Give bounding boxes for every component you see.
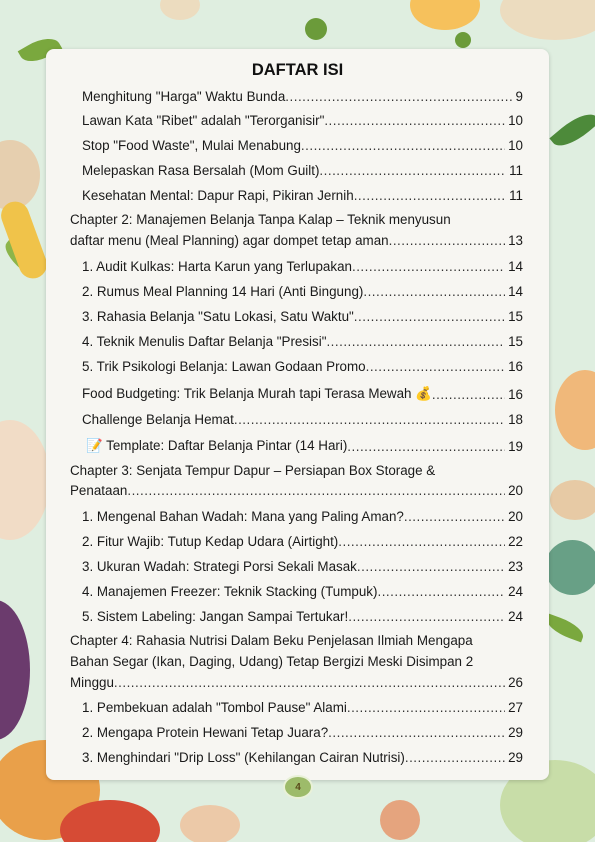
- toc-chapter-entry[interactable]: [70, 233, 523, 248]
- toc-leader-dots: [352, 259, 505, 274]
- toc-entry-text: 5. Trik Psikologi Belanja: Lawan Godaan Promo: [82, 359, 366, 374]
- toc-entry[interactable]: [82, 386, 523, 402]
- chapter-heading: Chapter 3: Senjata Tempur Dapur – Persiapan Box Storage &: [70, 463, 436, 478]
- toc-entry-page: 20: [508, 509, 523, 524]
- toc-entry-page: 20: [508, 483, 523, 498]
- toc-leader-dots: [285, 89, 512, 104]
- toc-entry-text: Lawan Kata "Ribet" adalah "Terorganisir": [82, 113, 325, 128]
- toc-entry-page: 10: [508, 138, 523, 153]
- toc-leader-dots: [354, 309, 505, 324]
- page-number-badge: 4: [283, 775, 313, 799]
- toc-entry-text: 2. Mengapa Protein Hewani Tetap Juara?: [82, 725, 329, 740]
- toc-entry[interactable]: [82, 584, 523, 599]
- toc-entry-text: 2. Fitur Wajib: Tutup Kedap Udara (Airtight): [82, 534, 339, 549]
- toc-leader-dots: [363, 284, 505, 299]
- toc-entry-text: Challenge Belanja Hemat: [82, 412, 234, 427]
- toc-entry-text: 1. Pembekuan adalah "Tombol Pause" Alami: [82, 700, 347, 715]
- toc-entry-text: 5. Sistem Labeling: Jangan Sampai Tertukar!: [82, 609, 349, 624]
- toc-chapter-entry[interactable]: [70, 483, 523, 498]
- toc-entry-text: 📝 Template: Daftar Belanja Pintar (14 Hari): [86, 438, 348, 453]
- toc-entry-text: 1. Mengenal Bahan Wadah: Mana yang Paling Aman?: [82, 509, 404, 524]
- toc-entry[interactable]: [82, 188, 523, 203]
- toc-leader-dots: [405, 750, 505, 765]
- toc-leader-dots: [354, 188, 506, 203]
- toc-entry-page: 11: [509, 188, 523, 203]
- toc-leader-dots: [347, 700, 505, 715]
- toc-entry-page: 13: [508, 233, 523, 248]
- toc-entry-page: 11: [509, 163, 523, 178]
- toc-entry[interactable]: [82, 509, 523, 524]
- toc-leader-dots: [328, 725, 505, 740]
- toc-leader-dots: [234, 412, 505, 427]
- toc-entry-text: 1. Audit Kulkas: Harta Karun yang Terlupakan: [82, 259, 352, 274]
- toc-entry-page: 15: [508, 309, 523, 324]
- toc-leader-dots: [326, 334, 505, 349]
- toc-leader-dots: [357, 559, 505, 574]
- toc-entry[interactable]: [82, 309, 523, 324]
- toc-entry-page: 18: [508, 412, 523, 427]
- chapter-heading: Chapter 4: Rahasia Nutrisi Dalam Beku Penjelasan Ilmiah Mengapa: [70, 633, 473, 648]
- toc-entry[interactable]: [82, 334, 523, 349]
- toc-entry-page: 27: [508, 700, 523, 715]
- toc-leader-dots: [127, 483, 505, 498]
- toc-entry[interactable]: [82, 412, 523, 427]
- toc-entry-text: 4. Manajemen Freezer: Teknik Stacking (Tumpuk): [82, 584, 378, 599]
- toc-entry-text: 3. Rahasia Belanja "Satu Lokasi, Satu Waktu": [82, 309, 354, 324]
- toc-entry[interactable]: [82, 284, 523, 299]
- toc-entry-page: 10: [508, 113, 523, 128]
- toc-entry-text: 3. Ukuran Wadah: Strategi Porsi Sekali Masak: [82, 559, 357, 574]
- toc-entry[interactable]: [82, 259, 523, 274]
- toc-entry[interactable]: [86, 438, 523, 454]
- toc-leader-dots: [377, 584, 505, 599]
- toc-entry-text: Kesehatan Mental: Dapur Rapi, Pikiran Jernih: [82, 188, 354, 203]
- toc-leader-dots: [404, 509, 505, 524]
- toc-page: [46, 49, 549, 780]
- toc-entry-page: 16: [508, 359, 523, 374]
- toc-entry-page: 22: [508, 534, 523, 549]
- toc-entry-page: 15: [508, 334, 523, 349]
- toc-entry-text: Melepaskan Rasa Bersalah (Mom Guilt): [82, 163, 320, 178]
- toc-entry-text: Menghitung "Harga" Waktu Bunda: [82, 89, 286, 104]
- toc-entry-text: 4. Teknik Menulis Daftar Belanja "Presisi": [82, 334, 327, 349]
- toc-leader-dots: [432, 387, 505, 402]
- toc-entry-page: 29: [508, 725, 523, 740]
- chapter-heading: Bahan Segar (Ikan, Daging, Udang) Tetap Bergizi Meski Disimpan 2: [70, 654, 474, 669]
- toc-entry[interactable]: [82, 700, 523, 715]
- toc-entry[interactable]: [82, 534, 523, 549]
- toc-leader-dots: [347, 439, 505, 454]
- toc-entry-text: 2. Rumus Meal Planning 14 Hari (Anti Bingung): [82, 284, 364, 299]
- toc-leader-dots: [348, 609, 505, 624]
- toc-entry-text: Penataan: [70, 483, 128, 498]
- toc-entry[interactable]: [82, 89, 523, 104]
- toc-entry-page: 23: [508, 559, 523, 574]
- toc-leader-dots: [301, 138, 505, 153]
- toc-entry-text: daftar menu (Meal Planning) agar dompet tetap aman: [70, 233, 389, 248]
- toc-entry[interactable]: [82, 725, 523, 740]
- toc-leader-dots: [389, 233, 506, 248]
- toc-entry-text: Food Budgeting: Trik Belanja Murah tapi Terasa Mewah 💰: [82, 386, 432, 401]
- toc-entry[interactable]: [82, 163, 523, 178]
- toc-chapter-entry[interactable]: [70, 675, 523, 690]
- chapter-heading: Chapter 2: Manajemen Belanja Tanpa Kalap – Teknik menyusun: [70, 212, 451, 227]
- toc-leader-dots: [366, 359, 506, 374]
- toc-entry-text: Minggu: [70, 675, 114, 690]
- toc-entry[interactable]: [82, 138, 523, 153]
- toc-entry-page: 24: [508, 584, 523, 599]
- toc-entry[interactable]: [82, 609, 523, 624]
- toc-entry[interactable]: [82, 359, 523, 374]
- toc-entry[interactable]: [82, 559, 523, 574]
- toc-entry-page: 16: [508, 387, 523, 402]
- toc-entry-page: 29: [508, 750, 523, 765]
- toc-entry-page: 19: [508, 439, 523, 454]
- toc-leader-dots: [319, 163, 506, 178]
- toc-entry[interactable]: [82, 113, 523, 128]
- toc-leader-dots: [324, 113, 505, 128]
- toc-entry[interactable]: [82, 750, 523, 765]
- toc-entry-page: 26: [508, 675, 523, 690]
- toc-entry-text: 3. Menghindari "Drip Loss" (Kehilangan Cairan Nutrisi): [82, 750, 405, 765]
- toc-leader-dots: [114, 675, 505, 690]
- toc-entry-page: 24: [508, 609, 523, 624]
- toc-entry-page: 14: [508, 259, 523, 274]
- toc-leader-dots: [338, 534, 505, 549]
- toc-entry-page: 14: [508, 284, 523, 299]
- page-title: DAFTAR ISI: [251, 61, 344, 79]
- toc-entry-text: Stop "Food Waste", Mulai Menabung: [82, 138, 301, 153]
- toc-entry-page: 9: [515, 89, 523, 104]
